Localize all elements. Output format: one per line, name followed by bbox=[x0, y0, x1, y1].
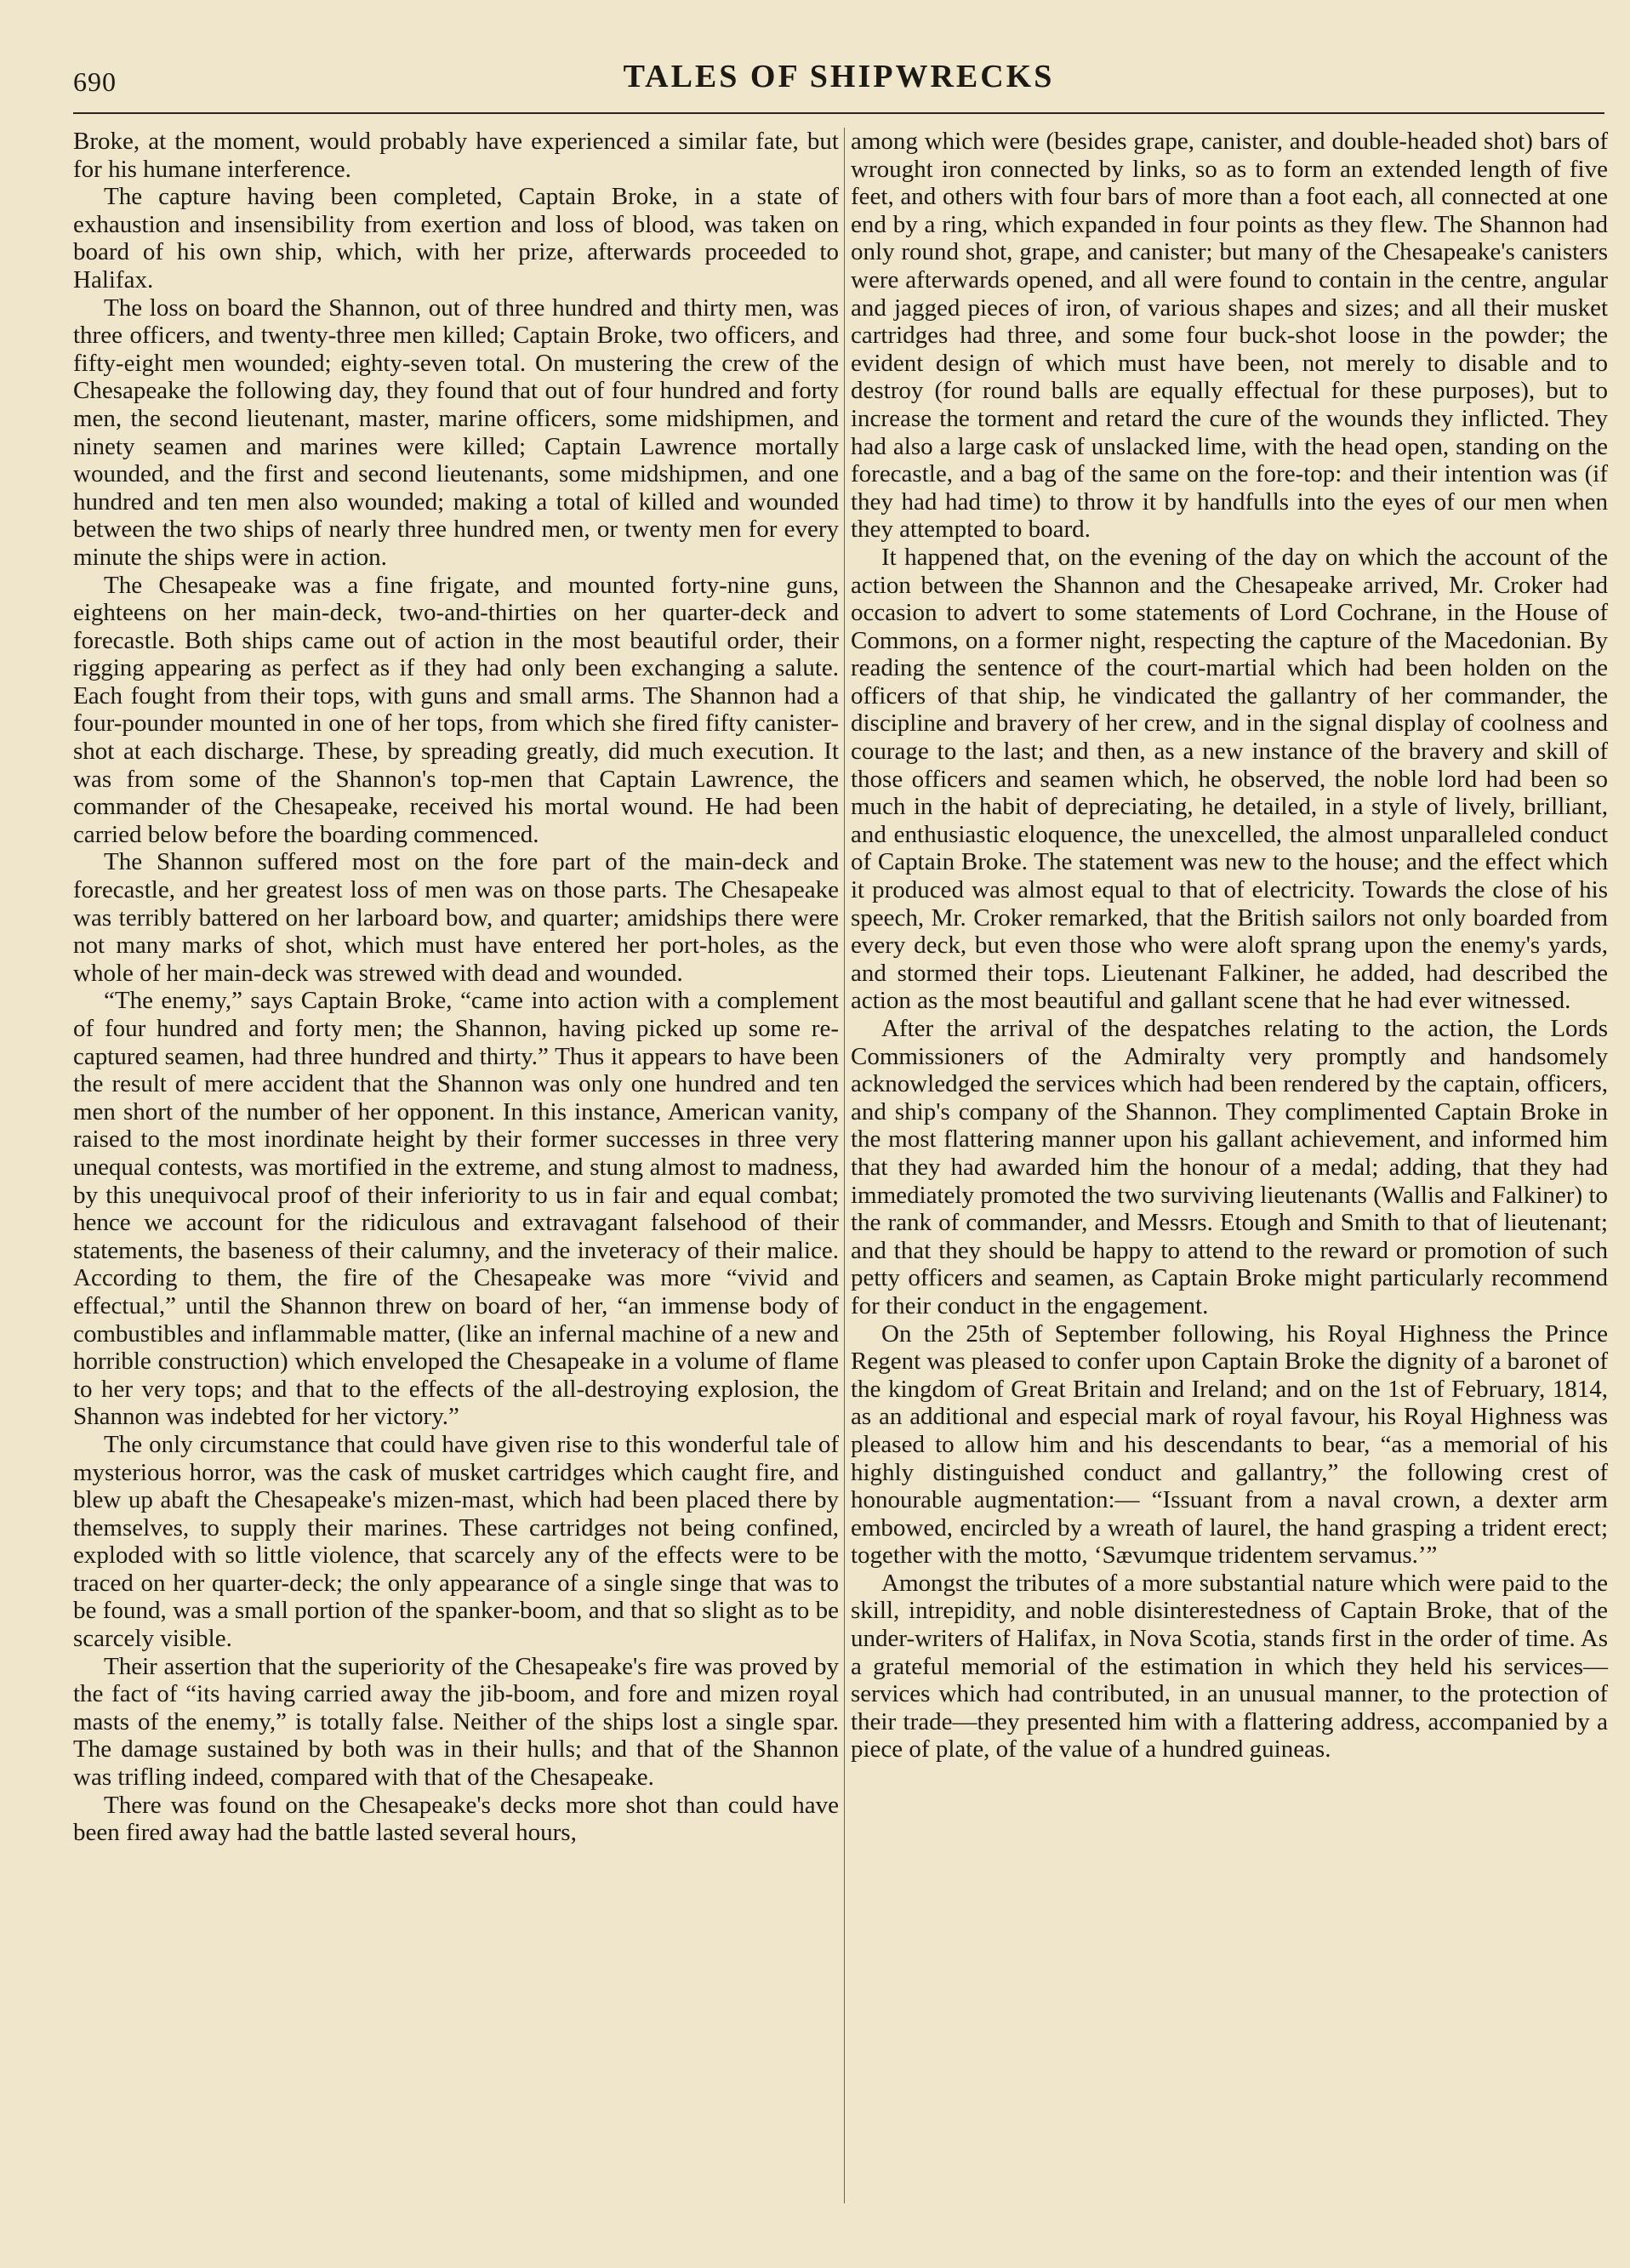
paragraph: “The enemy,” says Captain Broke, “came into action with a complement of four hundred and forty men; the Shannon, having picked up some re-captured seamen, had three hundred and thirty.” Thus it appears to have been the result of mere accident that the Shannon was only one hundred and ten men short of the number of her opponent. In this instance, American vanity, raised to the most inordinate height by their former successes in three very unequal contests, was mortified in the extreme, and stung almost to madness, by this unequivocal proof of their inferiority to us in fair and equal combat; hence we account for the ridiculous and extravagant falsehood of their statements, the baseness of their calumny, and the inveteracy of their malice. According to them, the fire of the Chesapeake was more “vivid and effectual,” until the Shannon threw on board of her, “an immense body of combustibles and inflammable matter, (like an infernal machine of a new and horrible construction) which enveloped the Chesapeake in a volume of flame to her very tops; and that to the effects of the all-destroying explosion, the Shannon was indebted for her victory.” bbox=[73, 987, 839, 1431]
paragraph: After the arrival of the despatches relating to the action, the Lords Commissioners of the Admiralty very promptly and handsomely acknowledged the services which had been rendered by the captain, officers, and ship's company of the Shannon. They complimented Captain Broke in the most flattering manner upon his gallant achievement, and informed him that they had awarded him the honour of a medal; adding, that they had immediately promoted the two surviving lieutenants (Wallis and Falkiner) to the rank of commander, and Messrs. Etough and Smith to that of lieutenant; and that they should be happy to attend to the reward or promotion of such petty officers and seamen, as Captain Broke might particularly recommend for their conduct in the engagement. bbox=[851, 1015, 1608, 1319]
paragraph: It happened that, on the evening of the day on which the account of the action between the Shannon and the Chesapeake arrived, Mr. Croker had occasion to advert to some statements of Lord Cochrane, in the House of Commons, on a former night, respecting the capture of the Macedonian. By reading the sentence of the court-martial which had been holden on the officers of that ship, he vindicated the gallantry of her commander, the discipline and bravery of her crew, and in the signal display of coolness and courage to the last; and then, as a new instance of the bravery and skill of those officers and seamen which, he observed, the noble lord had been so much in the habit of depreciating, he detailed, in a style of lively, brilliant, and enthusiastic eloquence, the unexcelled, the almost unparalleled conduct of Captain Broke. The statement was new to the house; and the effect which it produced was almost equal to that of electricity. Towards the close of his speech, Mr. Croker remarked, that the British sailors not only boarded from every deck, but even those who were aloft sprang upon the enemy's yards, and stormed their tops. Lieutenant Falkiner, he added, had described the action as the most beautiful and gallant scene that he had ever witnessed. bbox=[851, 543, 1608, 1015]
right-column bbox=[851, 128, 1608, 1764]
running-title: TALES OF SHIPWRECKS bbox=[623, 59, 1055, 94]
paragraph: Broke, at the moment, would probably have experienced a similar fate, but for his humane interference. bbox=[73, 128, 839, 183]
header-rule bbox=[73, 112, 1604, 114]
paragraph: The only circumstance that could have given rise to this wonderful tale of mysterious horror, was the cask of musket cartridges which caught fire, and blew up abaft the Chesapeake's mizen-mast, which had been placed there by themselves, to supply their marines. These cartridges not being confined, exploded with so little violence, that scarcely any of the effects were to be traced on her quarter-deck; the only appearance of a single singe that was to be found, was a small portion of the spanker-boom, and that so slight as to be scarcely visible. bbox=[73, 1430, 839, 1653]
paragraph: Their assertion that the superiority of the Chesapeake's fire was proved by the fact of “its having carried away the jib-boom, and fore and mizen royal masts of the enemy,” is totally false. Neither of the ships lost a single spar. The damage sustained by both was in their hulls; and that of the Shannon was trifling indeed, compared with that of the Chesapeake. bbox=[73, 1652, 839, 1792]
page-number: 690 bbox=[73, 66, 117, 97]
paragraph: The Shannon suffered most on the fore part of the main-deck and forecastle, and her greatest loss of men was on those parts. The Chesapeake was terribly battered on her larboard bow, and quarter; amidships there were not many marks of shot, which must have entered her port-holes, as the whole of her main-deck was strewed with dead and wounded. bbox=[73, 848, 839, 987]
column-divider bbox=[844, 128, 845, 2203]
paragraph: The capture having been completed, Captain Broke, in a state of exhaustion and insensibility from exertion and loss of blood, was taken on board of his own ship, which, with her prize, afterwards proceeded to Halifax. bbox=[73, 183, 839, 293]
paragraph: The loss on board the Shannon, out of three hundred and thirty men, was three officers, and twenty-three men killed; Captain Broke, two officers, and fifty-eight men wounded; eighty-seven total. On mustering the crew of the Chesapeake the following day, they found that out of four hundred and forty men, the second lieutenant, master, marine officers, some midshipmen, and ninety seamen and marines were killed; Captain Lawrence mortally wounded, and the first and second lieutenants, some midshipmen, and one hundred and ten men also wounded; making a total of killed and wounded between the two ships of nearly three hundred men, or twenty men for every minute the ships were in action. bbox=[73, 293, 839, 571]
paragraph: There was found on the Chesapeake's decks more shot than could have been fired away had the battle lasted several hours, bbox=[73, 1791, 839, 1847]
paragraph: On the 25th of September following, his Royal Highness the Prince Regent was pleased to confer upon Captain Broke the dignity of a baronet of the kingdom of Great Britain and Ireland; and on the 1st of February, 1814, as an additional and especial mark of royal favour, his Royal Highness was pleased to allow him and his descendants to bear, “as a memorial of his highly distinguished conduct and gallantry,” the following crest of honourable augmentation:— “Issuant from a naval crown, a dexter arm embowed, encircled by a wreath of laurel, the hand grasping a trident erect; together with the motto, ‘Sævumque tridentem servamus.’” bbox=[851, 1319, 1608, 1570]
paragraph: The Chesapeake was a fine frigate, and mounted forty-nine guns, eighteens on her main-deck, two-and-thirties on her quarter-deck and forecastle. Both ships came out of action in the most beautiful order, their rigging appearing as perfect as if they had only been exchanging a salute. Each fought from their tops, with guns and small arms. The Shannon had a four-pounder mounted in one of her tops, from which she fired fifty canister-shot at each discharge. These, by spreading greatly, did much execution. It was from some of the Shannon's top-men that Captain Lawrence, the commander of the Chesapeake, received his mortal wound. He had been carried below before the boarding commenced. bbox=[73, 571, 839, 848]
paragraph: Amongst the tributes of a more substantial nature which were paid to the skill, intrepidity, and noble disinterestedness of Captain Broke, that of the under-writers of Halifax, in Nova Scotia, stands first in the order of time. As a grateful memorial of the estimation in which they held his services—services which had contributed, in an unusual manner, to the protection of their trade—they presented him with a flattering address, accompanied by a piece of plate, of the value of a hundred guineas. bbox=[851, 1569, 1608, 1764]
left-column bbox=[73, 128, 839, 1847]
paragraph: among which were (besides grape, canister, and double-headed shot) bars of wrought iron connected by links, so as to form an extended length of five feet, and others with four bars of more than a foot each, all connected at one end by a ring, which expanded in four points as they flew. The Shannon had only round shot, grape, and canister; but many of the Chesapeake's canisters were afterwards opened, and all were found to contain in the centre, angular and jagged pieces of iron, of various shapes and sizes; and all their musket cartridges had three, and some four buck-shot loose in the powder; the evident design of which must have been, not merely to disable and to destroy (for round balls are equally effectual for these purposes), but to increase the torment and retard the cure of the wounds they inflicted. They had also a large cask of unslacked lime, with the head open, standing on the forecastle, and a bag of the same on the fore-top: and their intention was (if they had had time) to throw it by handfulls into the eyes of our men when they attempted to board. bbox=[851, 128, 1608, 544]
page-header bbox=[73, 49, 1604, 109]
